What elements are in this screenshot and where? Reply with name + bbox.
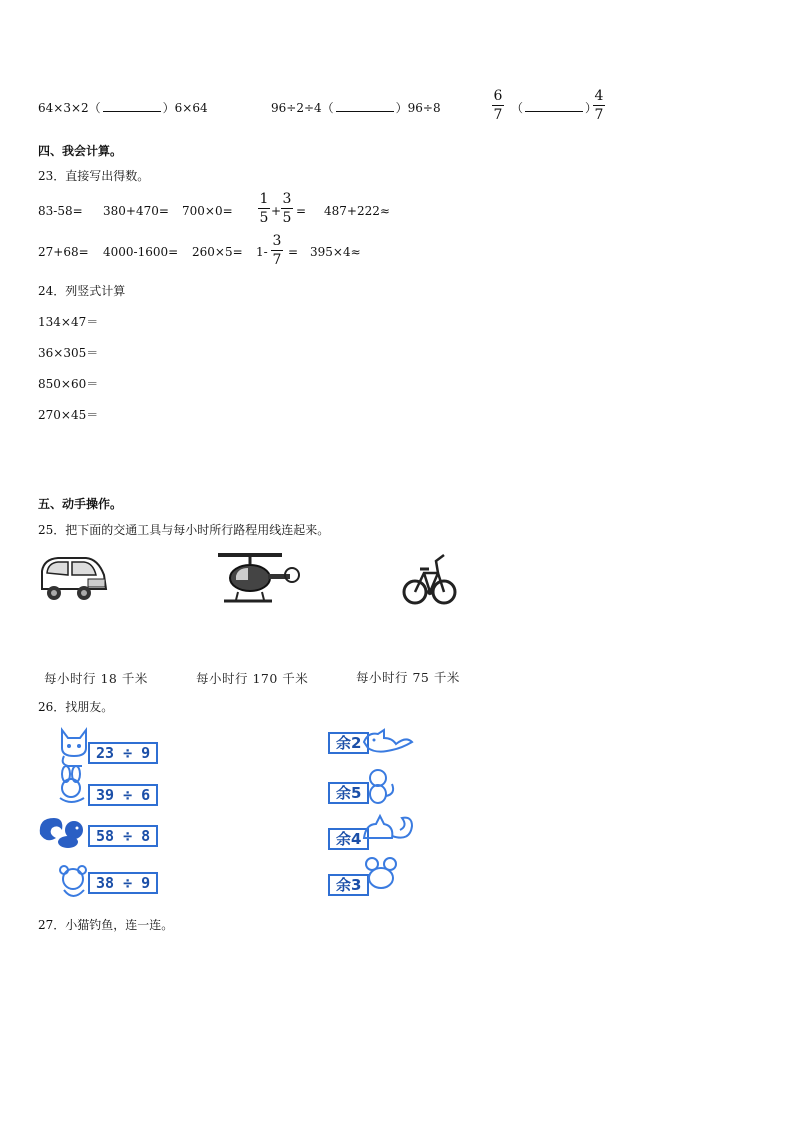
fraction-denominator: 5: [282, 210, 292, 226]
division-card-58-8[interactable]: 58 ÷ 8: [88, 825, 158, 847]
remainder-card-4[interactable]: 余4: [328, 828, 369, 850]
calc-700x0: 700×0=: [182, 204, 233, 218]
fraction-denominator: 7: [594, 107, 604, 123]
division-card-38-9[interactable]: 38 ÷ 9: [88, 872, 158, 894]
remainder-card-5[interactable]: 余5: [328, 782, 369, 804]
bear-icon: [56, 862, 92, 902]
fraction-numerator: 3: [272, 233, 282, 249]
section-title-5: 五、动手操作。: [38, 497, 123, 511]
paren-open: （: [511, 101, 524, 115]
equals-sign: =: [296, 204, 307, 218]
question-24: 24．列竖式计算: [38, 284, 126, 298]
one-minus: 1-: [256, 245, 268, 259]
fraction-six-sevenths: [492, 88, 504, 123]
calc-260x5: 260×5=: [192, 245, 243, 259]
answer-blank-2[interactable]: [336, 100, 394, 112]
calc-4000-1600: 4000-1600=: [103, 245, 179, 259]
plus-sign: +: [271, 204, 282, 218]
mouse-icon: [362, 856, 402, 892]
fraction-denominator: 5: [259, 210, 269, 226]
question-23: 23．直接写出得数。: [38, 169, 150, 183]
question-27: 27．小猫钓鱼，连一连。: [38, 918, 174, 932]
question-25: 25．把下面的交通工具与每小时所行路程用线连起来。: [38, 523, 330, 537]
fraction-denominator: 7: [493, 107, 503, 123]
fraction-numerator: 4: [594, 88, 604, 104]
question-26: 26．找朋友。: [38, 700, 114, 714]
paren-close: ）: [585, 101, 598, 115]
vertical-calc-1: 134×47＝: [38, 315, 99, 329]
equals-sign: =: [288, 245, 299, 259]
compare-expression-1: [38, 99, 208, 116]
calc-380-470: 380+470=: [103, 204, 169, 218]
calc-83-58: 83-58=: [38, 204, 83, 218]
compare-1-left: 64×3×2（: [38, 101, 101, 115]
speed-label-75[interactable]: 每小时行 75 千米: [356, 670, 460, 685]
calc-487-222: 487+222≈: [324, 204, 390, 218]
fox-icon: [362, 728, 414, 756]
compare-expression-3: [511, 99, 597, 116]
remainder-card-2[interactable]: 余2: [328, 732, 369, 754]
vertical-calc-2: 36×305＝: [38, 346, 99, 360]
speed-label-170[interactable]: 每小时行 170 千米: [196, 671, 309, 686]
squirrel-outline-icon: [360, 812, 416, 848]
monkey-icon: [362, 768, 398, 808]
compare-expression-2: [271, 99, 441, 116]
fraction-numerator: 1: [259, 191, 269, 207]
helicopter-icon[interactable]: [216, 548, 300, 610]
fraction-three-sevenths: [271, 233, 283, 268]
vertical-calc-3: 850×60＝: [38, 377, 99, 391]
speed-label-18[interactable]: 每小时行 18 千米: [44, 671, 148, 686]
remainder-card-3[interactable]: 余3: [328, 874, 369, 896]
fraction-numerator: 6: [493, 88, 503, 104]
division-card-39-6[interactable]: 39 ÷ 6: [88, 784, 158, 806]
section-title-4: 四、我会计算。: [38, 144, 123, 158]
fraction-numerator: 3: [282, 191, 292, 207]
calc-27-68: 27+68=: [38, 245, 89, 259]
vertical-calc-4: 270×45＝: [38, 408, 99, 422]
bicycle-icon[interactable]: [402, 547, 458, 611]
compare-1-right: ）6×64: [162, 101, 208, 115]
cat-icon: [56, 724, 92, 768]
squirrel-icon: [38, 814, 90, 850]
car-icon[interactable]: [38, 553, 110, 605]
answer-blank-3[interactable]: [525, 100, 583, 112]
answer-blank-1[interactable]: [103, 100, 161, 112]
fraction-denominator: 7: [272, 252, 282, 268]
fraction-one-fifth: [258, 191, 270, 226]
rabbit-icon: [52, 766, 92, 806]
calc-395x4: 395×4≈: [310, 245, 361, 259]
fraction-four-sevenths: [593, 88, 605, 123]
compare-2-left: 96÷2÷4（: [271, 101, 334, 115]
compare-2-right: ）96÷8: [395, 101, 441, 115]
fraction-three-fifths: [281, 191, 293, 226]
division-card-23-9[interactable]: 23 ÷ 9: [88, 742, 158, 764]
